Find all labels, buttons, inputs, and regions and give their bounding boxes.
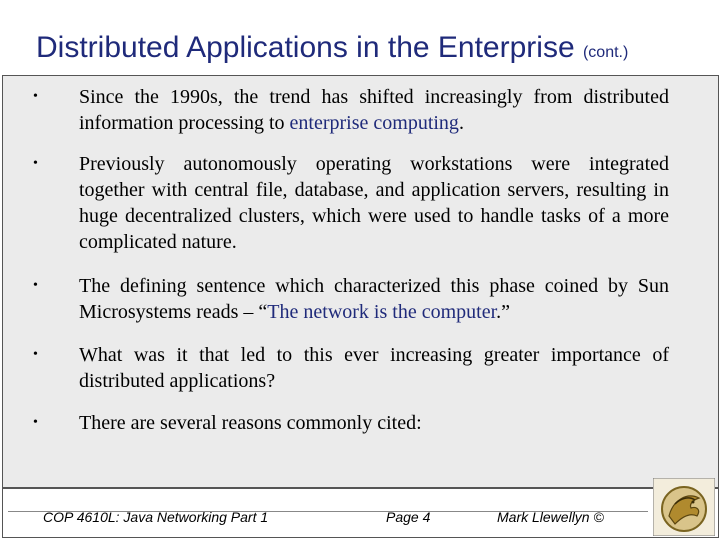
footer-course: COP 4610L: Java Networking Part 1 xyxy=(43,509,269,525)
bullet-marker: • xyxy=(33,156,38,171)
bullet-text: Previously autonomously operating workstations were integrated together with central file, database, and application servers, resulting in huge decentralized clusters, which were used to handle tasks of a more complicated nature. xyxy=(79,153,669,253)
bullet-text: There are several reasons commonly cited: xyxy=(79,412,422,434)
bullet-marker: • xyxy=(33,89,38,104)
slide-title xyxy=(36,28,716,73)
footer-author: Mark Llewellyn © xyxy=(497,509,604,525)
slide-title-main: Distributed Applications in the Enterprise xyxy=(36,31,575,64)
highlight-text: The network is the computer xyxy=(267,301,497,323)
bullet-text: Since the 1990s, the trend has shifted increasingly from distributed information processing to enterprise computing. xyxy=(79,86,669,134)
content-panel xyxy=(2,75,719,488)
bullet-marker: • xyxy=(33,347,38,362)
slide-title-suffix: (cont.) xyxy=(582,44,629,61)
footer-page: Page 4 xyxy=(386,509,431,525)
bullet-marker: • xyxy=(33,278,38,293)
bullet-text: The defining sentence which characterized this phase coined by Sun Microsystems reads – “The network is the computer.” xyxy=(79,275,669,323)
bullet-text: What was it that led to this ever increasing greater importance of distributed applications? xyxy=(79,344,669,392)
bullet-marker: • xyxy=(33,415,38,430)
slide-footer xyxy=(2,487,719,538)
ucf-pegasus-logo-icon xyxy=(653,478,715,536)
highlight-text: enterprise computing xyxy=(289,112,459,134)
